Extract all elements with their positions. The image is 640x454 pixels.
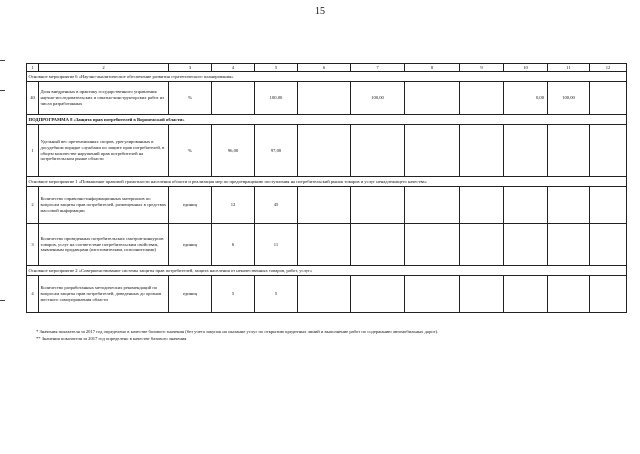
value-cell (212, 82, 255, 115)
value-cell: 100,00 (351, 82, 405, 115)
value-cell (405, 82, 460, 115)
value-cell (504, 224, 548, 266)
column-header: 4 (212, 64, 255, 72)
value-cell (460, 187, 504, 224)
value-cell (590, 187, 627, 224)
column-header: 11 (548, 64, 590, 72)
column-number-header (27, 64, 627, 72)
value-cell (504, 125, 548, 177)
value-cell (351, 125, 405, 177)
section-row (27, 115, 627, 125)
value-cell: 97,00 (255, 125, 298, 177)
column-header: 1 (27, 64, 39, 72)
table-row (27, 224, 627, 266)
column-header: 6 (298, 64, 351, 72)
indicator-name: Количество проведенных потребительских смотров-конкурсов товаров, услуг на соответствие потребительским свойствам, заявленным продавцами (изготовителями, исполнителями) (39, 224, 169, 266)
margin-tick (0, 60, 5, 61)
section-title: Основное мероприятие 1 «Повышение правовой грамотности населения области и реализация мер по предотвращению поступления на потребительский рынок товаров и услуг ненадлежащего качества» (27, 177, 627, 187)
value-cell: 96,00 (212, 125, 255, 177)
value-cell: 12 (212, 187, 255, 224)
column-header: 8 (405, 64, 460, 72)
value-cell (298, 82, 351, 115)
value-cell (405, 276, 460, 313)
section-title: Основное мероприятие 2 «Совершенствование системы защиты прав потребителей, защита населения от некачественных товаров, работ, услуг» (27, 266, 627, 276)
indicators-table (26, 63, 627, 313)
row-number: 3 (27, 224, 39, 266)
footnotes (36, 328, 626, 343)
indicator-name: Количество разработанных методических рекомендаций по вопросам защиты прав потребителей, доведенных до органов местного самоуправления области (39, 276, 169, 313)
value-cell: 5 (212, 276, 255, 313)
value-cell: 11 (255, 224, 298, 266)
value-cell (504, 187, 548, 224)
value-cell (298, 276, 351, 313)
unit-cell: % (169, 82, 212, 115)
column-header: 3 (169, 64, 212, 72)
value-cell: 5 (255, 276, 298, 313)
unit-cell: единиц (169, 276, 212, 313)
column-header: 12 (590, 64, 627, 72)
value-cell: 100,00 (255, 82, 298, 115)
margin-tick (0, 300, 5, 301)
value-cell: 6 (212, 224, 255, 266)
value-cell (298, 187, 351, 224)
row-number: 4 (27, 276, 39, 313)
value-cell (405, 125, 460, 177)
footnote: ** Значения показателя за 2017 год определено в качестве базового значения (36, 336, 187, 342)
section-title: Основное мероприятие 6 «Научно-аналитическое обеспечение развития стратегического планирования» (27, 72, 627, 82)
subprogram-title: ПОДПРОГРАММА 8 «Защита прав потребителей в Воронежской области» (27, 115, 627, 125)
value-cell (460, 125, 504, 177)
value-cell (460, 82, 504, 115)
value-cell (590, 125, 627, 177)
value-cell (351, 276, 405, 313)
value-cell: 45 (255, 187, 298, 224)
table-row (27, 187, 627, 224)
indicator-name: Удельный вес претензионных споров, урегулированных в досудебном порядке службами по защите прав потребителей, в общем количестве нарушений прав потребителей на потребительском рынке области (39, 125, 169, 177)
value-cell (405, 224, 460, 266)
margin-tick (0, 90, 5, 91)
page-number: 15 (315, 6, 325, 17)
value-cell (298, 224, 351, 266)
value-cell (548, 224, 590, 266)
value-cell (504, 276, 548, 313)
value-cell (548, 125, 590, 177)
value-cell (548, 187, 590, 224)
unit-cell: единиц (169, 224, 212, 266)
value-cell (590, 82, 627, 115)
unit-cell: единиц (169, 187, 212, 224)
section-row (27, 266, 627, 276)
row-number: 40 (27, 82, 39, 115)
table-row (27, 276, 627, 313)
column-header: 10 (504, 64, 548, 72)
value-cell (590, 224, 627, 266)
value-cell (460, 224, 504, 266)
row-number: 2 (27, 187, 39, 224)
row-number: 1 (27, 125, 39, 177)
value-cell (351, 224, 405, 266)
footnote: * Значения показателя за 2017 год определено в качестве базового значения (без учета закупок на оказание услуг по открытию кредитных линий и выполнение работ по содержанию автомобильных дорог). (36, 329, 439, 334)
column-header: 7 (351, 64, 405, 72)
value-cell (460, 276, 504, 313)
section-row (27, 72, 627, 82)
column-header: 9 (460, 64, 504, 72)
column-header: 2 (39, 64, 169, 72)
column-header: 5 (255, 64, 298, 72)
value-cell: 0,00 (504, 82, 548, 115)
table-row (27, 125, 627, 177)
value-cell (548, 276, 590, 313)
value-cell (298, 125, 351, 177)
value-cell (351, 187, 405, 224)
value-cell: 100,00 (548, 82, 590, 115)
value-cell (405, 187, 460, 224)
unit-cell: % (169, 125, 212, 177)
value-cell (590, 276, 627, 313)
indicator-name: Количество справочно-информационных материалов по вопросам защиты прав потребителей, размещенных в средствах массовой информации (39, 187, 169, 224)
indicator-name: Доля внедренных в практику государственного управления научно-исследовательских и опытно-конструкторских работ из числа разработанных (39, 82, 169, 115)
section-row (27, 177, 627, 187)
table-row (27, 82, 627, 115)
